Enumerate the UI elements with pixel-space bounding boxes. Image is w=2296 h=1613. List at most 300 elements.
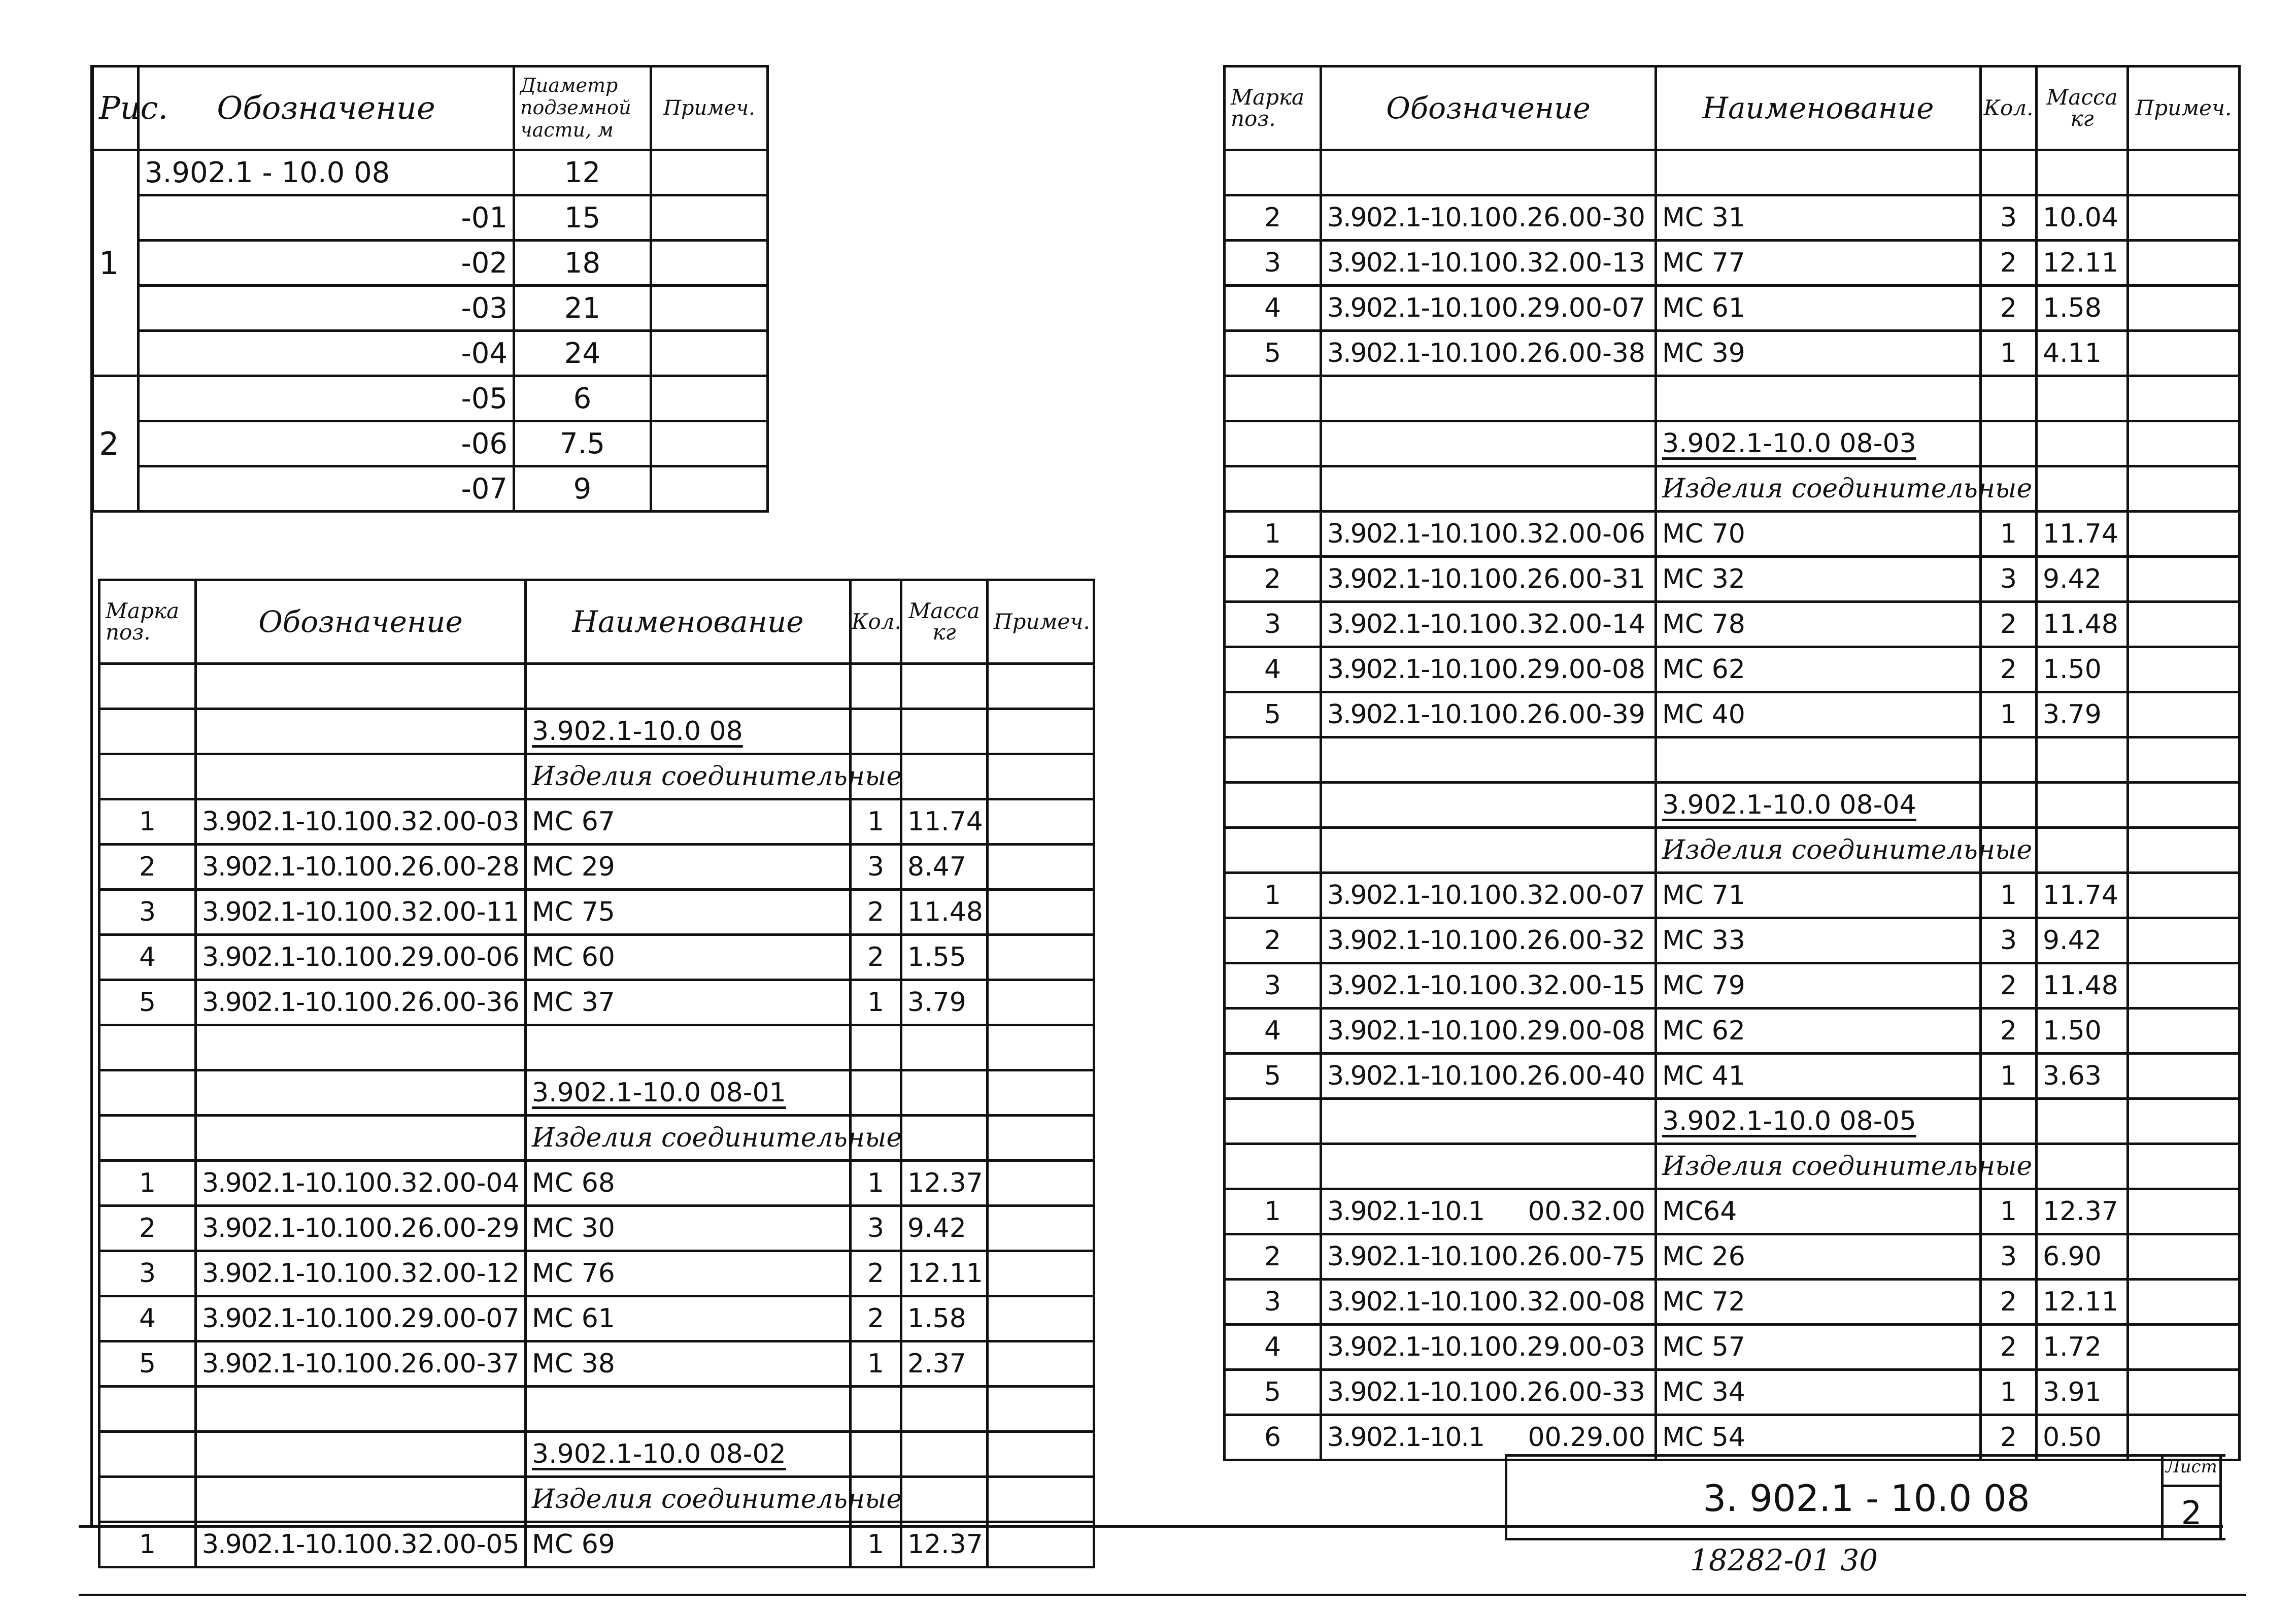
item-name: МС 71 xyxy=(1656,873,1981,918)
designation xyxy=(1321,1009,1656,1054)
header-qty: Кол. xyxy=(1981,66,2037,150)
figure-number: 2 xyxy=(93,376,139,512)
designation-code: 3.902.1-10.1 xyxy=(1327,699,1484,730)
header-designation: Обозначение xyxy=(1321,66,1656,150)
designation-code: 3.902.1-10.1 xyxy=(202,806,359,837)
mass: 12.37 xyxy=(901,1522,988,1567)
item-name: МС 61 xyxy=(1656,286,1981,331)
designation-code: 3.902.1-10.1 xyxy=(1327,564,1484,594)
note-cell xyxy=(651,331,768,376)
designation xyxy=(1321,692,1656,737)
designation-suffix: 00.29.00 xyxy=(1528,1422,1645,1453)
quantity: 3 xyxy=(1981,195,2037,241)
mass: 8.47 xyxy=(901,845,988,890)
designation-code: 3.902.1-10.1 xyxy=(1327,1332,1484,1362)
designation-code: 3.902.1-10.1 xyxy=(1327,1196,1484,1227)
group-subtitle-row xyxy=(99,1116,1094,1161)
header-fig: Рис. xyxy=(93,66,139,150)
designation-code: 3.902.1-10.1 xyxy=(1327,970,1484,1001)
quantity: 2 xyxy=(1981,602,2037,647)
spec-table-left xyxy=(98,579,1095,1568)
mass: 3.79 xyxy=(2037,692,2128,737)
note-cell xyxy=(651,466,768,512)
mass: 4.11 xyxy=(2037,331,2128,376)
header-pos: Марка поз. xyxy=(99,580,196,664)
table-row xyxy=(1225,1054,2240,1099)
note-cell xyxy=(988,1251,1094,1296)
table-row xyxy=(99,799,1094,845)
mass: 1.72 xyxy=(2037,1325,2128,1370)
table-row xyxy=(1225,1325,2240,1370)
table-row xyxy=(1225,602,2240,647)
mass: 11.48 xyxy=(2037,963,2128,1009)
header-designation: Обозначение xyxy=(196,580,526,664)
diameter: 12 xyxy=(514,150,651,195)
group-subtitle-row xyxy=(1225,1144,2240,1189)
mass: 1.50 xyxy=(2037,1009,2128,1054)
table-row xyxy=(93,286,768,331)
note-cell xyxy=(2128,512,2240,557)
spec-table-right xyxy=(1223,65,2241,1461)
group-title-row xyxy=(99,1432,1094,1477)
designation xyxy=(196,1296,526,1341)
diameter: 15 xyxy=(514,195,651,241)
note-cell xyxy=(2128,1325,2240,1370)
item-name: МС 54 xyxy=(1656,1415,1981,1460)
header-note: Примеч. xyxy=(988,580,1094,664)
quantity: 2 xyxy=(1981,1415,2037,1460)
designation-suffix: 00.29.00-08 xyxy=(1484,654,1645,685)
designation xyxy=(1321,873,1656,918)
header-pos: Марка поз. xyxy=(1225,66,1321,150)
pos-mark: 4 xyxy=(1225,647,1321,692)
note-cell xyxy=(2128,602,2240,647)
item-name: МС 69 xyxy=(526,1522,851,1567)
designation: -03 xyxy=(139,286,514,331)
header-note: Примеч. xyxy=(651,66,768,150)
table-row xyxy=(99,1206,1094,1251)
table-row xyxy=(93,195,768,241)
designation xyxy=(1321,647,1656,692)
quantity: 1 xyxy=(1981,1054,2037,1099)
designation: -01 xyxy=(139,195,514,241)
pos-mark: 2 xyxy=(99,845,196,890)
designation-suffix: 00.26.00-32 xyxy=(1484,925,1645,956)
group-title: 3.902.1-10.0 08-03 xyxy=(1662,428,1916,459)
table-row xyxy=(1225,1234,2240,1280)
designation-code: 3.902.1-10.1 xyxy=(202,1529,359,1560)
note-cell xyxy=(2128,963,2240,1009)
table-row xyxy=(1225,963,2240,1009)
note-cell xyxy=(2128,286,2240,331)
header-name: Наименование xyxy=(1656,66,1981,150)
group-subtitle: Изделия соединительные xyxy=(526,754,851,799)
item-name: МС 57 xyxy=(1656,1325,1981,1370)
designation xyxy=(196,980,526,1025)
designation: -06 xyxy=(139,421,514,466)
designation-code: 3.902.1-10.1 xyxy=(202,1258,359,1289)
quantity: 2 xyxy=(1981,1280,2037,1325)
note-cell xyxy=(2128,1415,2240,1460)
item-name: МС 68 xyxy=(526,1161,851,1206)
group-title-row xyxy=(99,1070,1094,1116)
pos-mark: 4 xyxy=(1225,286,1321,331)
designation-suffix: 00.26.00-38 xyxy=(1484,338,1645,368)
header-name: Наименование xyxy=(526,580,851,664)
item-name: МС 34 xyxy=(1656,1370,1981,1415)
designation xyxy=(1321,1234,1656,1280)
table-row xyxy=(93,150,768,195)
mass: 11.48 xyxy=(2037,602,2128,647)
designation xyxy=(196,890,526,935)
header-designation: Обозначение xyxy=(139,66,514,150)
designation: -02 xyxy=(139,241,514,286)
page-bottom-rule xyxy=(79,1594,2246,1596)
pos-mark: 2 xyxy=(1225,1234,1321,1280)
table-row xyxy=(1225,512,2240,557)
table-row xyxy=(93,421,768,466)
table-row xyxy=(99,980,1094,1025)
title-block xyxy=(1505,1454,2225,1540)
header-qty: Кол. xyxy=(851,580,901,664)
group-title-row xyxy=(1225,1099,2240,1144)
designation xyxy=(196,1161,526,1206)
mass: 9.42 xyxy=(901,1206,988,1251)
table-row xyxy=(93,376,768,421)
designation xyxy=(1321,918,1656,963)
designation-suffix: 00.26.00-39 xyxy=(1484,699,1645,730)
mass: 12.11 xyxy=(901,1251,988,1296)
table-row xyxy=(99,1341,1094,1387)
group-title: 3.902.1-10.0 08-05 xyxy=(1662,1106,1916,1136)
pos-mark: 5 xyxy=(1225,331,1321,376)
note-cell xyxy=(2128,1370,2240,1415)
pos-mark: 1 xyxy=(1225,1189,1321,1234)
table-row xyxy=(1225,1189,2240,1234)
quantity: 1 xyxy=(851,1161,901,1206)
empty-row xyxy=(1225,150,2240,195)
item-name: МС 61 xyxy=(526,1296,851,1341)
table-row xyxy=(99,1161,1094,1206)
figure-number: 1 xyxy=(93,150,139,376)
item-name: МС 26 xyxy=(1656,1234,1981,1280)
designation-suffix: 00.32.00-05 xyxy=(359,1529,520,1560)
mass: 3.63 xyxy=(2037,1054,2128,1099)
pos-mark: 4 xyxy=(1225,1325,1321,1370)
diameter: 6 xyxy=(514,376,651,421)
table-row xyxy=(99,890,1094,935)
spec-table-header xyxy=(1225,66,2240,150)
mass: 9.42 xyxy=(2037,557,2128,602)
designation-suffix: 00.29.00-07 xyxy=(359,1303,520,1334)
group-subtitle: Изделия соединительные xyxy=(1656,828,1981,873)
item-name: МС 62 xyxy=(1656,647,1981,692)
designation-suffix: 00.29.00-07 xyxy=(1484,293,1645,323)
designation-suffix: 00.26.00-28 xyxy=(359,852,520,882)
mass: 0.50 xyxy=(2037,1415,2128,1460)
note-cell xyxy=(988,799,1094,845)
quantity: 2 xyxy=(851,1296,901,1341)
item-name: МС 32 xyxy=(1656,557,1981,602)
designation xyxy=(196,1251,526,1296)
pos-mark: 2 xyxy=(1225,918,1321,963)
table-row xyxy=(93,241,768,286)
note-cell xyxy=(2128,1009,2240,1054)
designation-code: 3.902.1-10.1 xyxy=(1327,880,1484,911)
designation-suffix: 00.26.00-30 xyxy=(1484,203,1645,233)
designation-suffix: 00.32.00-12 xyxy=(359,1258,520,1289)
designation xyxy=(196,799,526,845)
note-cell xyxy=(2128,647,2240,692)
group-subtitle: Изделия соединительные xyxy=(1656,466,1981,512)
note-cell xyxy=(651,241,768,286)
table-row xyxy=(1225,286,2240,331)
designation xyxy=(1321,557,1656,602)
item-name: МС 70 xyxy=(1656,512,1981,557)
item-name: МС 38 xyxy=(526,1341,851,1387)
group-title: 3.902.1-10.0 08-02 xyxy=(532,1439,786,1469)
diameter: 18 xyxy=(514,241,651,286)
quantity: 2 xyxy=(1981,1325,2037,1370)
note-cell xyxy=(651,376,768,421)
pos-mark: 4 xyxy=(1225,1009,1321,1054)
designation xyxy=(196,935,526,980)
designation-code: 3.902.1-10.1 xyxy=(1327,338,1484,368)
group-subtitle-row xyxy=(99,1477,1094,1522)
header-mass: Масса кг xyxy=(901,580,988,664)
designation: 3.902.1 - 10.0 08 xyxy=(139,150,514,195)
designation-code: 3.902.1-10.1 xyxy=(202,1213,359,1244)
pos-mark: 3 xyxy=(99,1251,196,1296)
table-row xyxy=(1225,1280,2240,1325)
quantity: 2 xyxy=(851,1251,901,1296)
note-cell xyxy=(2128,1280,2240,1325)
note-cell xyxy=(2128,1234,2240,1280)
designation-suffix: 00.32.00-15 xyxy=(1484,970,1645,1001)
mass: 11.48 xyxy=(901,890,988,935)
designation xyxy=(1321,1370,1656,1415)
pos-mark: 5 xyxy=(99,980,196,1025)
item-name: МС 72 xyxy=(1656,1280,1981,1325)
designation xyxy=(1321,512,1656,557)
quantity: 1 xyxy=(851,1341,901,1387)
table-row xyxy=(1225,692,2240,737)
item-name: МС 41 xyxy=(1656,1054,1981,1099)
designation-suffix: 00.32.00-04 xyxy=(359,1168,520,1198)
note-cell xyxy=(988,1522,1094,1567)
designation-suffix: 00.32.00-13 xyxy=(1484,248,1645,278)
pos-mark: 1 xyxy=(1225,512,1321,557)
mass: 2.37 xyxy=(901,1341,988,1387)
note-cell xyxy=(988,1206,1094,1251)
item-name: МС 29 xyxy=(526,845,851,890)
pos-mark: 4 xyxy=(99,1296,196,1341)
designation-suffix: 00.26.00-33 xyxy=(1484,1377,1645,1407)
mass: 3.91 xyxy=(2037,1370,2128,1415)
note-cell xyxy=(2128,1054,2240,1099)
quantity: 3 xyxy=(1981,918,2037,963)
group-title: 3.902.1-10.0 08-01 xyxy=(532,1078,786,1108)
designation-suffix: 00.32.00-06 xyxy=(1484,519,1645,549)
designation xyxy=(1321,286,1656,331)
designation xyxy=(1321,1280,1656,1325)
designation-suffix: 00.32.00 xyxy=(1528,1196,1645,1227)
empty-row xyxy=(1225,376,2240,421)
diameter: 7.5 xyxy=(514,421,651,466)
note-cell xyxy=(2128,331,2240,376)
designation-code: 3.902.1-10.1 xyxy=(1327,1377,1484,1407)
header-diameter: Диаметр подземной части, м xyxy=(514,66,651,150)
designation xyxy=(1321,963,1656,1009)
empty-row xyxy=(1225,737,2240,783)
note-cell xyxy=(988,935,1094,980)
item-name: МС 31 xyxy=(1656,195,1981,241)
pos-mark: 1 xyxy=(99,1161,196,1206)
note-cell xyxy=(651,195,768,241)
quantity: 3 xyxy=(851,845,901,890)
designation-code: 3.902.1-10.1 xyxy=(1327,519,1484,549)
note-cell xyxy=(988,980,1094,1025)
empty-row xyxy=(99,1387,1094,1432)
sheet-box xyxy=(2161,1454,2222,1540)
designation-suffix: 00.32.00-14 xyxy=(1484,609,1645,640)
designation xyxy=(196,1341,526,1387)
designation-code: 3.902.1-10.1 xyxy=(1327,1241,1484,1272)
designation-suffix: 00.32.00-03 xyxy=(359,806,520,837)
designation xyxy=(1321,195,1656,241)
group-subtitle: Изделия соединительные xyxy=(1656,1144,1981,1189)
spec-table-header xyxy=(99,580,1094,664)
quantity: 1 xyxy=(1981,331,2037,376)
diameter: 9 xyxy=(514,466,651,512)
table-row xyxy=(1225,1415,2240,1460)
note-cell xyxy=(2128,1189,2240,1234)
table-row xyxy=(99,1251,1094,1296)
designation xyxy=(1321,241,1656,286)
designation-code: 3.902.1-10.1 xyxy=(202,1168,359,1198)
designation-code: 3.902.1-10.1 xyxy=(1327,609,1484,640)
quantity: 1 xyxy=(851,1522,901,1567)
designation xyxy=(1321,1054,1656,1099)
designation xyxy=(196,1206,526,1251)
table-row xyxy=(1225,195,2240,241)
designation-code: 3.902.1-10.1 xyxy=(1327,1287,1484,1317)
quantity: 1 xyxy=(851,980,901,1025)
pos-mark: 2 xyxy=(1225,195,1321,241)
mass: 11.74 xyxy=(2037,873,2128,918)
designation-code: 3.902.1-10.1 xyxy=(202,1349,359,1379)
group-title-row xyxy=(1225,783,2240,828)
note-cell xyxy=(651,150,768,195)
quantity: 3 xyxy=(851,1206,901,1251)
quantity: 2 xyxy=(1981,1009,2037,1054)
sheet-number: 2 xyxy=(2181,1495,2202,1532)
quantity: 1 xyxy=(1981,512,2037,557)
note-cell xyxy=(988,1161,1094,1206)
inventory-number: 18282-01 30 xyxy=(1690,1543,1878,1577)
note-cell xyxy=(2128,241,2240,286)
table-row xyxy=(99,1296,1094,1341)
pos-mark: 5 xyxy=(1225,692,1321,737)
document-code: 3. 902.1 - 10.0 08 xyxy=(1703,1477,2030,1520)
note-cell xyxy=(651,421,768,466)
pos-mark: 6 xyxy=(1225,1415,1321,1460)
table-row xyxy=(93,331,768,376)
designation xyxy=(196,845,526,890)
table-row xyxy=(1225,1009,2240,1054)
quantity: 2 xyxy=(1981,963,2037,1009)
mass: 12.11 xyxy=(2037,241,2128,286)
designation: -07 xyxy=(139,466,514,512)
designation-code: 3.902.1-10.1 xyxy=(1327,1061,1484,1091)
table-row xyxy=(1225,331,2240,376)
item-name: МС 78 xyxy=(1656,602,1981,647)
mass: 1.58 xyxy=(901,1296,988,1341)
group-title: 3.902.1-10.0 08-04 xyxy=(1662,790,1916,820)
item-name: МС64 xyxy=(1656,1189,1981,1234)
quantity: 2 xyxy=(851,890,901,935)
quantity: 2 xyxy=(1981,286,2037,331)
designation-code: 3.902.1-10.1 xyxy=(202,852,359,882)
quantity: 3 xyxy=(1981,1234,2037,1280)
mass: 12.11 xyxy=(2037,1280,2128,1325)
diameter: 24 xyxy=(514,331,651,376)
quantity: 1 xyxy=(1981,692,2037,737)
quantity: 1 xyxy=(1981,873,2037,918)
designation-suffix: 00.26.00-31 xyxy=(1484,564,1645,594)
group-title-row xyxy=(1225,421,2240,466)
mass: 12.37 xyxy=(901,1161,988,1206)
designation-suffix: 00.26.00-29 xyxy=(359,1213,520,1244)
designation xyxy=(196,1522,526,1567)
note-cell xyxy=(2128,195,2240,241)
note-cell xyxy=(988,890,1094,935)
mass: 11.74 xyxy=(901,799,988,845)
pos-mark: 1 xyxy=(99,799,196,845)
pos-mark: 1 xyxy=(1225,873,1321,918)
header-note: Примеч. xyxy=(2128,66,2240,150)
note-cell xyxy=(988,1341,1094,1387)
table-row xyxy=(1225,1370,2240,1415)
note-cell xyxy=(2128,692,2240,737)
designation-suffix: 00.29.00-08 xyxy=(1484,1016,1645,1046)
quantity: 2 xyxy=(1981,647,2037,692)
group-subtitle: Изделия соединительные xyxy=(526,1477,851,1522)
designation xyxy=(1321,602,1656,647)
diameter-table-header xyxy=(93,66,768,150)
designation-suffix: 00.26.00-40 xyxy=(1484,1061,1645,1091)
designation: -05 xyxy=(139,376,514,421)
designation-code: 3.902.1-10.1 xyxy=(202,897,359,927)
designation-suffix: 00.32.00-07 xyxy=(1484,880,1645,911)
pos-mark: 3 xyxy=(1225,963,1321,1009)
item-name: МС 67 xyxy=(526,799,851,845)
item-name: МС 77 xyxy=(1656,241,1981,286)
item-name: МС 33 xyxy=(1656,918,1981,963)
designation: -04 xyxy=(139,331,514,376)
pos-mark: 5 xyxy=(1225,1370,1321,1415)
group-title-row xyxy=(99,709,1094,754)
designation-code: 3.902.1-10.1 xyxy=(202,942,359,972)
item-name: МС 40 xyxy=(1656,692,1981,737)
designation-suffix: 00.26.00-37 xyxy=(359,1349,520,1379)
pos-mark: 3 xyxy=(1225,1280,1321,1325)
group-subtitle-row xyxy=(99,754,1094,799)
table-row xyxy=(1225,918,2240,963)
pos-mark: 1 xyxy=(99,1522,196,1567)
designation-suffix: 00.29.00-03 xyxy=(1484,1332,1645,1362)
item-name: МС 37 xyxy=(526,980,851,1025)
